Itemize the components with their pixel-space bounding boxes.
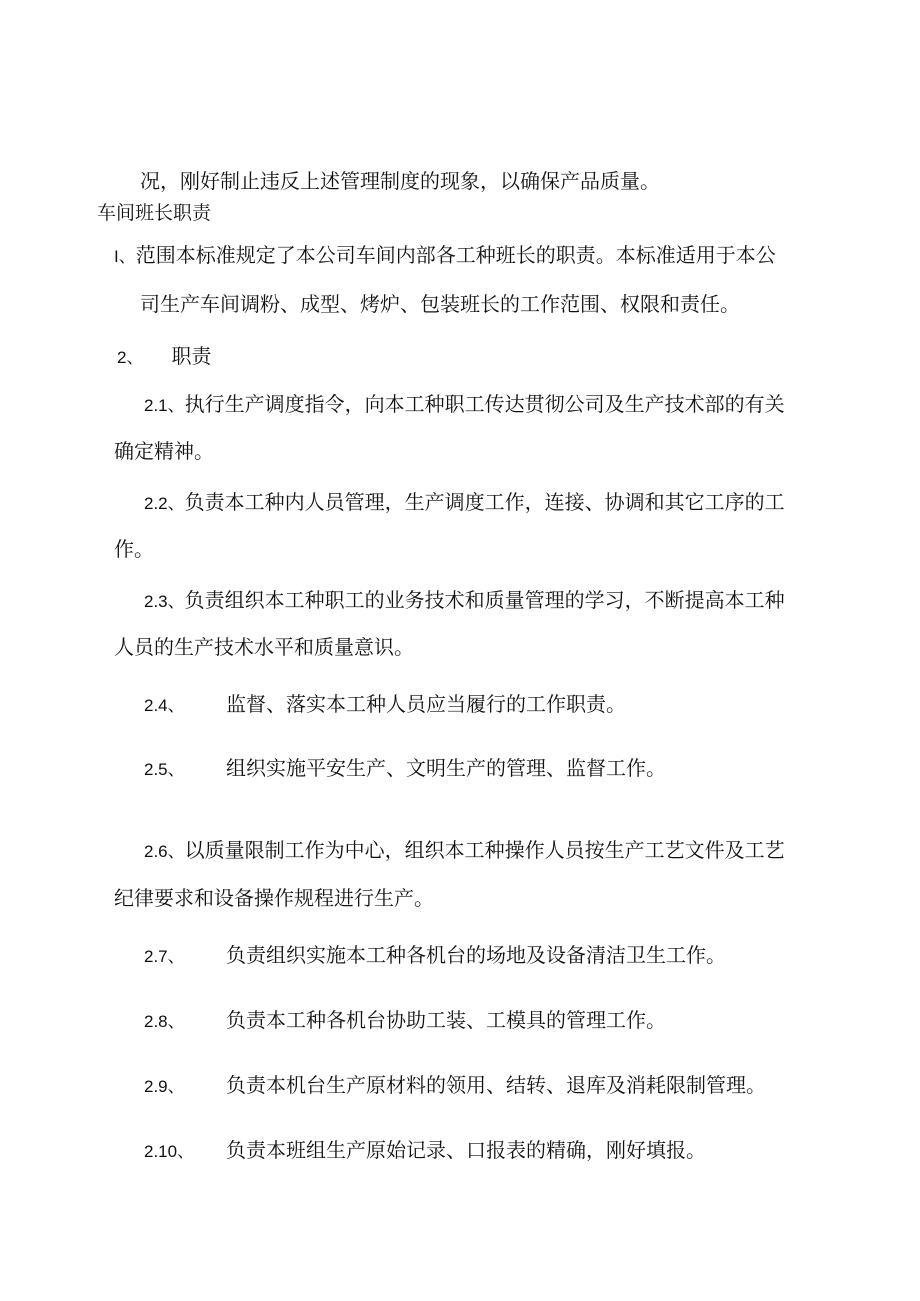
item-number: 2.5、 xyxy=(144,760,185,779)
item-2-10 xyxy=(144,1136,706,1166)
item-2-6-line-1 xyxy=(144,836,785,866)
item-2-2-line-1 xyxy=(144,488,785,518)
item-2-1-line-1 xyxy=(144,390,785,420)
item-text: 执行生产调度指令，向本工种职工传达贯彻公司及生产技术部的有关 xyxy=(184,392,785,416)
item-text: 监督、落实本工种人员应当履行的工作职责。 xyxy=(226,692,626,716)
item-2-4 xyxy=(144,690,626,720)
item-text: 负责本工种内人员管理，生产调度工作，连接、协调和其它工序的工 xyxy=(184,490,785,514)
item-number: 2.2、 xyxy=(144,494,185,513)
section-1-number: I、 xyxy=(114,247,136,266)
item-number: 2.4、 xyxy=(144,696,185,715)
document-heading: 车间班长职责 xyxy=(97,202,212,224)
item-number: 2.1、 xyxy=(144,396,185,415)
item-2-9 xyxy=(144,1071,766,1101)
item-text: 负责本机台生产原材料的领用、结转、退库及消耗限制管理。 xyxy=(226,1073,766,1097)
section-1-line-1 xyxy=(114,241,776,271)
item-number: 2.8、 xyxy=(144,1012,185,1031)
item-text: 负责本班组生产原始记录、口报表的精确，刚好填报。 xyxy=(226,1138,706,1162)
item-2-2-line-2: 作。 xyxy=(114,537,154,561)
section-2-heading xyxy=(117,342,211,372)
item-2-8 xyxy=(144,1006,666,1036)
item-text: 负责本工种各机台协助工装、工模具的管理工作。 xyxy=(226,1008,666,1032)
item-text: 负责组织实施本工种各机台的场地及设备清洁卫生工作。 xyxy=(226,943,726,967)
item-2-6-line-2: 纪律要求和设备操作规程进行生产。 xyxy=(114,886,434,910)
item-2-1-line-2: 确定精神。 xyxy=(114,439,214,463)
section-2-number: 2、 xyxy=(117,348,144,367)
item-2-3-line-1 xyxy=(144,586,785,616)
section-2-title: 职责 xyxy=(171,344,212,368)
section-1-text-1: 范围本标准规定了本公司车间内部各工种班长的职责。本标准适用于本公 xyxy=(135,243,776,267)
item-number: 2.10、 xyxy=(144,1142,195,1161)
item-2-7 xyxy=(144,941,726,971)
section-1-line-2: 司生产车间调粉、成型、烤炉、包装班长的工作范围、权限和责任。 xyxy=(140,292,740,316)
item-2-3-line-2: 人员的生产技术水平和质量意识。 xyxy=(114,635,414,659)
item-text: 负责组织本工种职工的业务技术和质量管理的学习，不断提高本工种 xyxy=(184,588,785,612)
item-number: 2.3、 xyxy=(144,592,185,611)
continuation-text: 况，刚好制止违反上述管理制度的现象，以确保产品质量。 xyxy=(140,169,660,193)
item-number: 2.9、 xyxy=(144,1077,185,1096)
item-2-5 xyxy=(144,754,666,784)
item-number: 2.6、 xyxy=(144,842,185,861)
item-number: 2.7、 xyxy=(144,947,185,966)
item-text: 以质量限制工作为中心，组织本工种操作人员按生产工艺文件及工艺 xyxy=(184,838,785,862)
item-text: 组织实施平安生产、文明生产的管理、监督工作。 xyxy=(226,756,666,780)
